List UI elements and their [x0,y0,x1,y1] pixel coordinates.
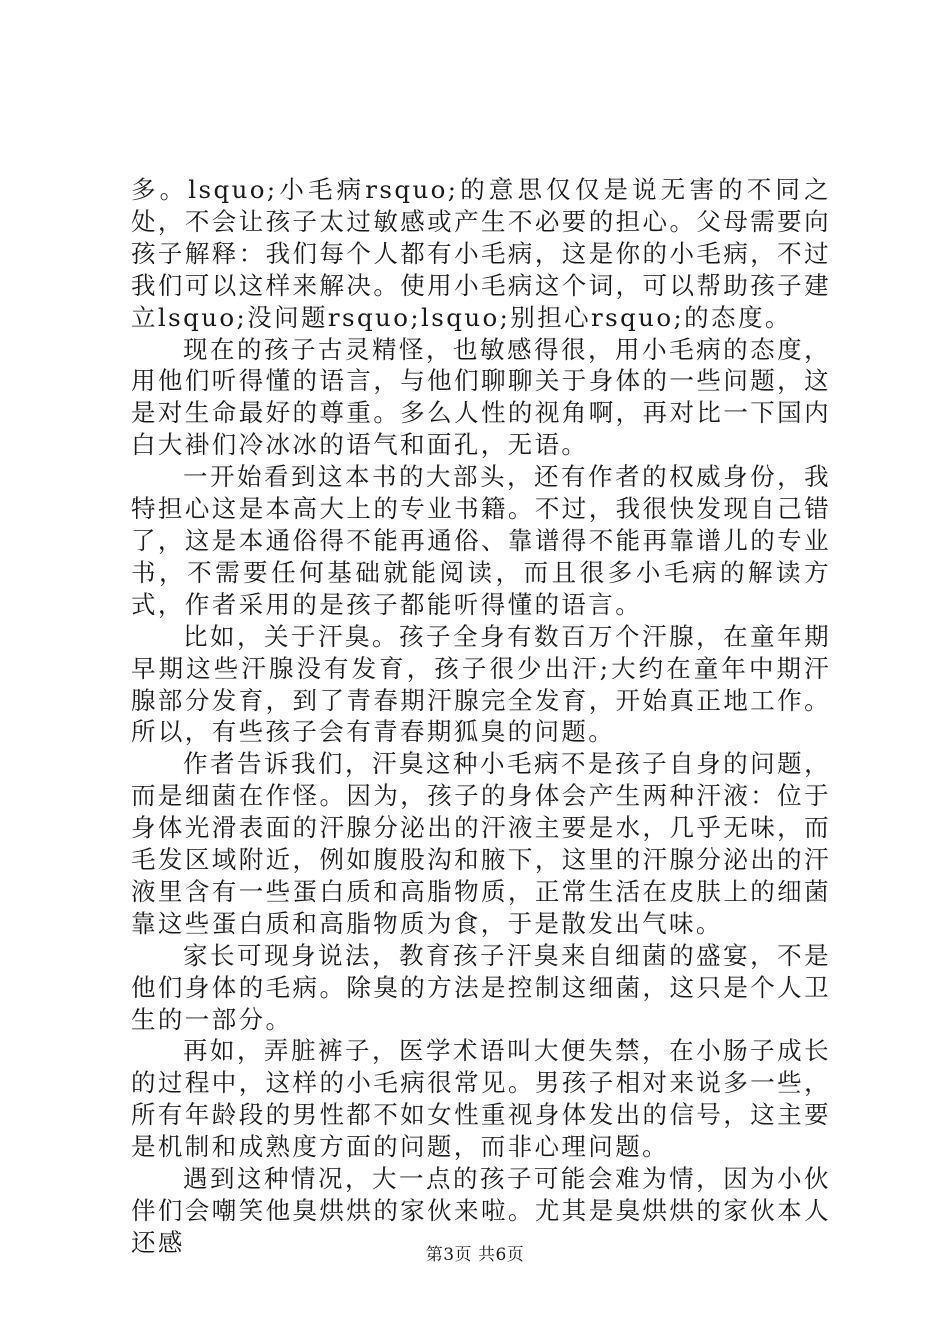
page-number-footer: 第3页 共6页 [425,1245,525,1265]
paragraph: 现在的孩子古灵精怪，也敏感得很，用小毛病的态度，用他们听得懂的语言，与他们聊聊关于身体的一些问题，这是对生命最好的尊重。多么人性的视角啊，再对比一下国内白大褂们冷冰冰的语气和面孔，无语。 [131,334,831,460]
paragraph: 遇到这种情况，大一点的孩子可能会难为情，因为小伙伴们会嘲笑他臭烘烘的家伙来啦。尤其是臭烘烘的家伙本人还感 [131,1164,831,1257]
paragraph: 家长可现身说法，教育孩子汗臭来自细菌的盛宴，不是他们身体的毛病。除臭的方法是控制这细菌，这只是个人卫生的一部分。 [131,940,831,1034]
paragraph: 再如，弄脏裤子，医学术语叫大便失禁，在小肠子成长的过程中，这样的小毛病很常见。男孩子相对来说多一些，所有年龄段的男性都不如女性重视身体发出的信号，这主要是机制和成熟度方面的问题，而非心理问题。 [131,1036,831,1162]
paragraph: 作者告诉我们，汗臭这种小毛病不是孩子自身的问题，而是细菌在作怪。因为，孩子的身体会产生两种汗液：位于身体光滑表面的汗腺分泌出的汗液主要是水，几乎无味，而毛发区域附近，例如腹股沟和腋下，这里的汗腺分泌出的汗液里含有一些蛋白质和高脂物质，正常生活在皮肤上的细菌靠这些蛋白质和高脂物质为食，于是散发出气味。 [131,749,831,938]
paragraph: 一开始看到这本书的大部头，还有作者的权威身份，我特担心这是本高大上的专业书籍。不过，我很快发现自己错了，这是本通俗得不能再通俗、靠谱得不能再靠谱儿的专业书，不需要任何基础就能阅读，而且很多小毛病的解读方式，作者采用的是孩子都能听得懂的语言。 [131,462,831,619]
paragraph: 比如，关于汗臭。孩子全身有数百万个汗腺，在童年期早期这些汗腺没有发育，孩子很少出汗;大约在童年中期汗腺部分发育，到了青春期汗腺完全发育，开始真正地工作。所以，有些孩子会有青春期狐臭的问题。 [131,621,831,747]
body-text [131,174,831,1259]
paragraph-continuation: 多。lsquo;小毛病rsquo;的意思仅仅是说无害的不同之处，不会让孩子太过敏感或产生不必要的担心。父母需要向孩子解释：我们每个人都有小毛病，这是你的小毛病，不过我们可以这样来解决。使用小毛病这个词，可以帮助孩子建立lsquo;没问题rsquo;lsquo;别担心rsquo;的态度。 [131,175,831,332]
